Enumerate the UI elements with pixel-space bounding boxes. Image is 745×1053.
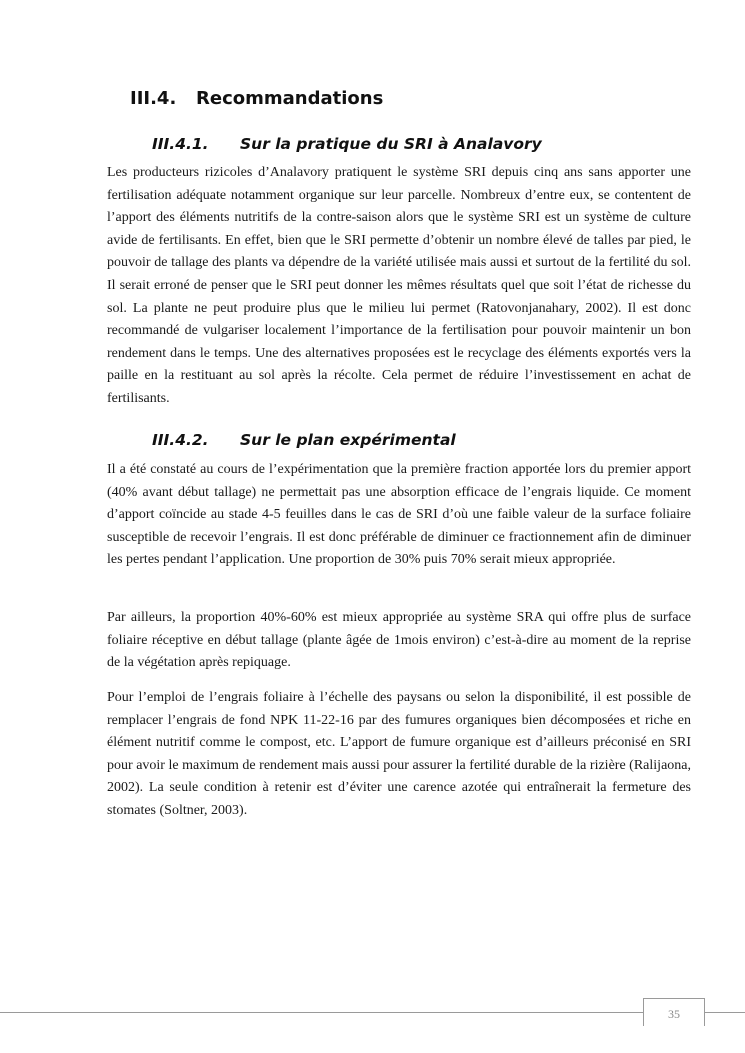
paragraph: Les producteurs rizicoles d’Analavory pratiquent le système SRI depuis cinq ans sans apporter une fertilisation adéquate notamment organique sur leur parcelle. Nombreux d’entre eux, se contentent de l’apport des éléments nutritifs de la contre-saison alors que le système SRI est un système de culture avide de fertilisants. En effet, bien que le SRI permette d’obtenir un nombre élevé de talles par pied, le pouvoir de tallage des plants va dépendre de la variété utilisée mais aussi et surtout de la fertilité du sol. Il serait erroné de penser que le SRI peut donner les mêmes résultats quel que soit l’état de richesse du sol. La plante ne peut produire plus que le milieu lui permet (Ratovonjanahary, 2002). Il est donc recommandé de vulgariser localement l’importance de la fertilisation pour pouvoir maintenir un bon rendement dans le temps. Une des alternatives proposées est le recyclage des éléments exportés vers la paille en la restituant au sol après la récolte. Cela permet de réduire l’investissement en achat de fertilisants. (107, 165, 691, 406)
subsection-heading-1 (152, 135, 542, 153)
page-number: 35 (668, 1007, 680, 1021)
section-heading (130, 88, 383, 109)
subsection-number: III.4.2. (152, 431, 209, 449)
subsection-title: Sur le plan expérimental (240, 431, 456, 449)
page-number-box (643, 998, 705, 1026)
paragraph: Pour l’emploi de l’engrais foliaire à l’échelle des paysans ou selon la disponibilité, il est possible de remplacer l’engrais de fond NPK 11-22-16 par des fumures organiques bien décomposées et riche en élément nutritif comme le compost, etc. L’apport de fumure organique est d’ailleurs préconisé en SRI pour avoir le maximum de rendement mais aussi pour assurer la fertilité durable de la rizière (Ralijaona, 2002). La seule condition à retenir est d’éviter une carence azotée qui entraînerait la fermeture des stomates (Soltner, 2003). (107, 690, 691, 818)
footer-rule (0, 1012, 745, 1013)
paragraph: Il a été constaté au cours de l’expérimentation que la première fraction apportée lors du premier apport (40% avant début tallage) ne permettait pas une absorption efficace de l’engrais liquide. Ce moment d’apport coïncide au stade 4-5 feuilles dans le cas de SRI d’où une faible valeur de la surface foliaire susceptible de recevoir l’engrais. Il est donc préférable de diminuer ce fractionnement afin de diminuer les pertes pendant l’application. Une proportion de 30% puis 70% serait mieux appropriée. (107, 462, 691, 568)
subsection-heading-2 (152, 431, 456, 449)
paragraph: Par ailleurs, la proportion 40%-60% est mieux appropriée au système SRA qui offre plus de surface foliaire réceptive en début tallage (plante âgée de 1mois environ) c’est-à-dire au moment de la reprise de la végétation après repiquage. (107, 610, 691, 671)
subsection-title: Sur la pratique du SRI à Analavory (240, 135, 542, 153)
subsection-number: III.4.1. (152, 135, 209, 153)
section-number: III.4. (130, 88, 177, 109)
section-title: Recommandations (196, 88, 384, 109)
